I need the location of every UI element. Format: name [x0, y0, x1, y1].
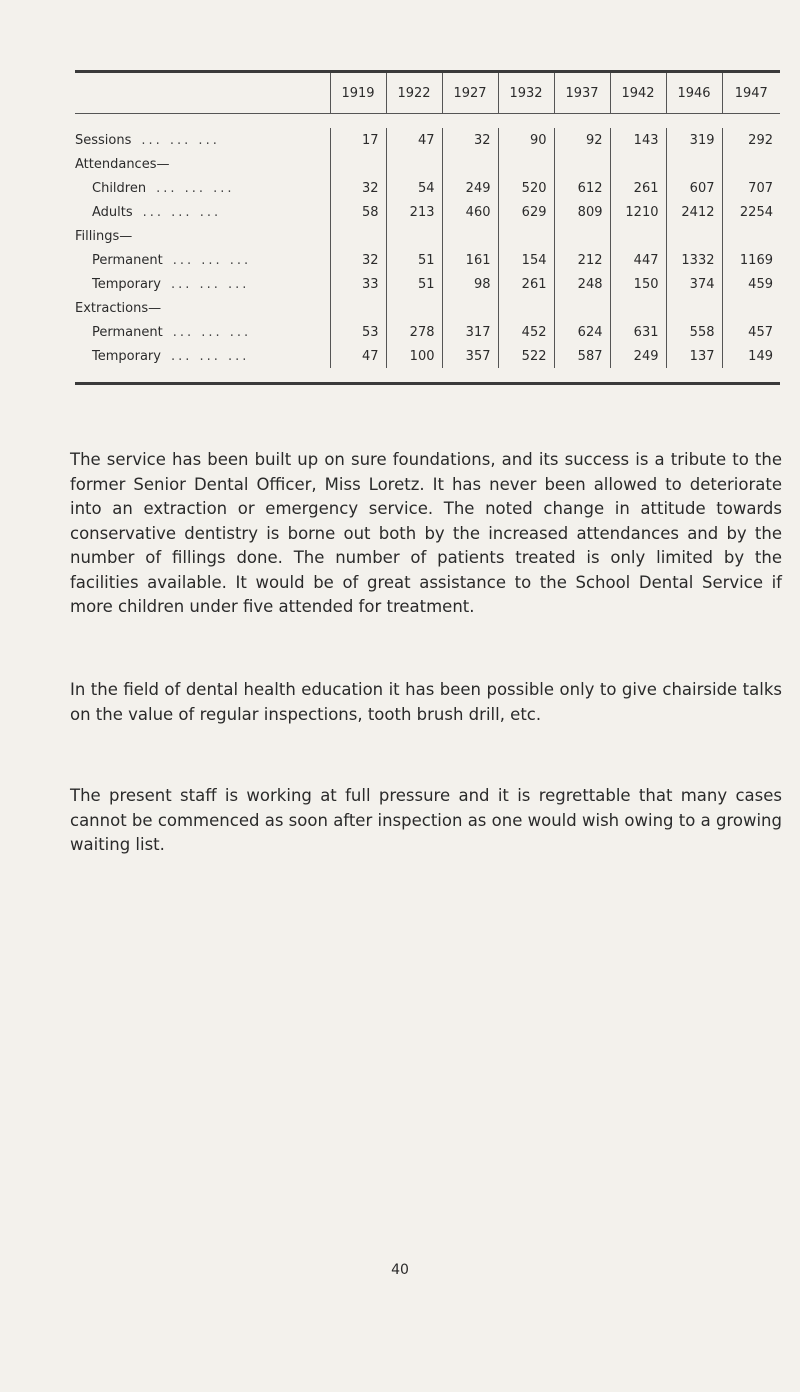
row-label-text: Extractions— — [75, 300, 162, 316]
table-row — [75, 176, 780, 200]
value-cell: 607 — [666, 176, 722, 200]
value-cell: 624 — [554, 320, 610, 344]
year-header-1922: 1922 — [386, 73, 442, 114]
value-cell: 459 — [722, 272, 780, 296]
header-blank-cell — [75, 73, 330, 114]
value-cell: 292 — [722, 128, 780, 152]
dot-leader: ... ... ... — [172, 324, 252, 340]
year-header-1947: 1947 — [722, 73, 780, 114]
row-label-text: Permanent — [92, 252, 163, 268]
year-header-1937: 1937 — [554, 73, 610, 114]
value-cell — [330, 224, 386, 248]
table-row — [75, 200, 780, 224]
value-cell: 53 — [330, 320, 386, 344]
table-row — [75, 128, 780, 152]
value-cell: 98 — [442, 272, 498, 296]
row-label — [75, 224, 330, 248]
value-cell: 319 — [666, 128, 722, 152]
value-cell — [498, 224, 554, 248]
value-cell: 452 — [498, 320, 554, 344]
value-cell — [722, 152, 780, 176]
value-cell — [386, 224, 442, 248]
table-row — [75, 152, 780, 176]
year-header-1919: 1919 — [330, 73, 386, 114]
value-cell: 47 — [386, 128, 442, 152]
value-cell: 32 — [330, 248, 386, 272]
value-cell — [610, 224, 666, 248]
value-cell — [442, 152, 498, 176]
value-cell — [666, 296, 722, 320]
dot-leader: ... ... ... — [170, 348, 250, 364]
value-cell — [442, 296, 498, 320]
table-body — [75, 114, 780, 383]
row-label — [75, 248, 330, 272]
row-label — [75, 128, 330, 152]
year-header-1932: 1932 — [498, 73, 554, 114]
row-label-text: Adults — [92, 204, 133, 220]
table-bottom-rule — [75, 382, 780, 385]
value-cell: 457 — [722, 320, 780, 344]
table-row — [75, 248, 780, 272]
value-cell — [666, 152, 722, 176]
row-label-text: Sessions — [75, 132, 132, 148]
value-cell: 1332 — [666, 248, 722, 272]
dot-leader: ... ... ... — [170, 276, 250, 292]
value-cell: 143 — [610, 128, 666, 152]
value-cell — [498, 152, 554, 176]
value-cell: 587 — [554, 344, 610, 368]
value-cell: 212 — [554, 248, 610, 272]
value-cell — [666, 224, 722, 248]
value-cell: 629 — [498, 200, 554, 224]
value-cell: 54 — [386, 176, 442, 200]
value-cell — [386, 152, 442, 176]
value-cell — [610, 152, 666, 176]
value-cell: 707 — [722, 176, 780, 200]
value-cell — [722, 296, 780, 320]
value-cell: 51 — [386, 248, 442, 272]
page-number: 40 — [391, 1262, 409, 1278]
paragraph-health-education: In the field of dental health education it has been possible only to give chairside talks on the value of regular inspections, tooth brush drill, etc. — [70, 680, 782, 724]
table-row — [75, 272, 780, 296]
table-row — [75, 224, 780, 248]
row-label-text: Attendances— — [75, 156, 170, 172]
value-cell: 32 — [442, 128, 498, 152]
value-cell: 1169 — [722, 248, 780, 272]
value-cell — [330, 296, 386, 320]
value-cell: 137 — [666, 344, 722, 368]
value-cell: 249 — [610, 344, 666, 368]
row-label-text: Permanent — [92, 324, 163, 340]
value-cell: 460 — [442, 200, 498, 224]
value-cell: 261 — [498, 272, 554, 296]
value-cell: 522 — [498, 344, 554, 368]
value-cell — [442, 224, 498, 248]
value-cell — [330, 152, 386, 176]
value-cell: 51 — [386, 272, 442, 296]
row-label — [75, 200, 330, 224]
value-cell: 154 — [498, 248, 554, 272]
row-label — [75, 296, 330, 320]
table-row — [75, 344, 780, 368]
value-cell: 149 — [722, 344, 780, 368]
value-cell: 92 — [554, 128, 610, 152]
row-label-text: Temporary — [92, 276, 161, 292]
value-cell: 2412 — [666, 200, 722, 224]
value-cell: 374 — [666, 272, 722, 296]
year-header-1946: 1946 — [666, 73, 722, 114]
row-label-text: Children — [92, 180, 147, 196]
year-header-1942: 1942 — [610, 73, 666, 114]
row-label — [75, 344, 330, 368]
paragraph-service-foundations: The service has been built up on sure foundations, and its success is a tribute to the former Senior Dental Officer, Miss Loretz. It has never been allowed to deteriorate into an extraction or emergency service. The noted change in attitude towards conservative dentistry is borne out both by the increased attendances and by the number of fillings done. The number of patients treated is only limited by the facilities available. It would be of great assistance to the School Dental Service if more children under five attended for treatment. — [70, 450, 782, 616]
row-label-text: Fillings— — [75, 228, 133, 244]
row-label — [75, 176, 330, 200]
value-cell: 2254 — [722, 200, 780, 224]
value-cell: 47 — [330, 344, 386, 368]
value-cell — [554, 296, 610, 320]
value-cell: 248 — [554, 272, 610, 296]
value-cell — [498, 296, 554, 320]
value-cell — [554, 152, 610, 176]
dental-statistics-table — [75, 70, 780, 385]
value-cell: 558 — [666, 320, 722, 344]
value-cell: 58 — [330, 200, 386, 224]
value-cell — [554, 224, 610, 248]
year-header-1927: 1927 — [442, 73, 498, 114]
value-cell: 612 — [554, 176, 610, 200]
value-cell: 213 — [386, 200, 442, 224]
row-label — [75, 320, 330, 344]
paragraph-staff-pressure: The present staff is working at full pressure and it is regrettable that many cases cannot be commenced as soon after inspection as one would wish owing to a growing waiting list. — [70, 786, 782, 854]
row-label — [75, 272, 330, 296]
value-cell: 100 — [386, 344, 442, 368]
value-cell: 809 — [554, 200, 610, 224]
dot-leader: ... ... ... — [142, 204, 222, 220]
value-cell: 150 — [610, 272, 666, 296]
value-cell: 357 — [442, 344, 498, 368]
value-cell: 278 — [386, 320, 442, 344]
value-cell: 17 — [330, 128, 386, 152]
value-cell: 161 — [442, 248, 498, 272]
table-row — [75, 320, 780, 344]
table-row — [75, 296, 780, 320]
value-cell: 520 — [498, 176, 554, 200]
value-cell — [722, 224, 780, 248]
value-cell — [386, 296, 442, 320]
dot-leader: ... ... ... — [172, 252, 252, 268]
value-cell: 317 — [442, 320, 498, 344]
dot-leader: ... ... ... — [141, 132, 220, 148]
value-cell — [610, 296, 666, 320]
value-cell: 1210 — [610, 200, 666, 224]
value-cell: 32 — [330, 176, 386, 200]
value-cell: 631 — [610, 320, 666, 344]
value-cell: 261 — [610, 176, 666, 200]
dot-leader: ... ... ... — [156, 180, 235, 196]
value-cell: 33 — [330, 272, 386, 296]
value-cell: 447 — [610, 248, 666, 272]
value-cell: 90 — [498, 128, 554, 152]
row-label-text: Temporary — [92, 348, 161, 364]
row-label — [75, 152, 330, 176]
table-header-row — [75, 73, 780, 114]
value-cell: 249 — [442, 176, 498, 200]
